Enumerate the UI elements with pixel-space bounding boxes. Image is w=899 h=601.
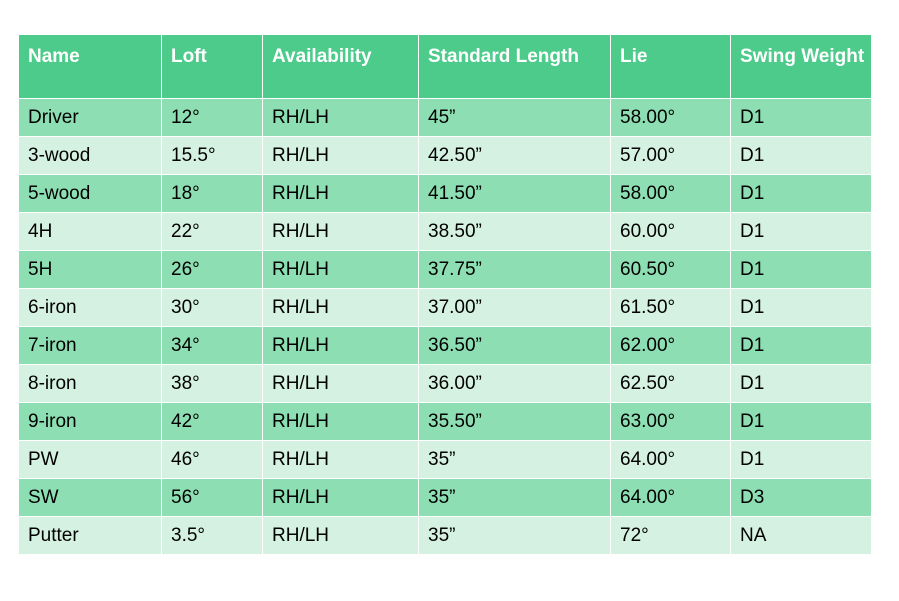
standard-length-cell: 45”	[419, 99, 611, 137]
availability-cell: RH/LH	[263, 365, 419, 403]
swing-weight-cell: D1	[731, 175, 872, 213]
standard-length-cell: 36.00”	[419, 365, 611, 403]
availability-cell: RH/LH	[263, 251, 419, 289]
swing-weight-cell: D1	[731, 213, 872, 251]
table-row	[19, 175, 872, 213]
table-row	[19, 365, 872, 403]
table-row	[19, 289, 872, 327]
lie-cell: 72°	[611, 517, 731, 555]
availability-cell: RH/LH	[263, 213, 419, 251]
availability-cell: RH/LH	[263, 441, 419, 479]
standard-length-cell: 37.75”	[419, 251, 611, 289]
loft-cell: 22°	[162, 213, 263, 251]
name-cell: 4H	[19, 213, 162, 251]
loft-cell: 46°	[162, 441, 263, 479]
swing-weight-cell: D1	[731, 251, 872, 289]
table-header	[19, 35, 872, 99]
lie-cell: 58.00°	[611, 175, 731, 213]
standard-length-cell: 36.50”	[419, 327, 611, 365]
availability-cell: RH/LH	[263, 175, 419, 213]
lie-cell: 60.00°	[611, 213, 731, 251]
standard-length-cell: 42.50”	[419, 137, 611, 175]
table-row	[19, 403, 872, 441]
table-row	[19, 327, 872, 365]
swing-weight-cell: D1	[731, 403, 872, 441]
table-row	[19, 137, 872, 175]
name-cell: 6-iron	[19, 289, 162, 327]
swing-weight-cell: D1	[731, 289, 872, 327]
column-header-availability: Availability	[263, 35, 419, 99]
name-cell: 3-wood	[19, 137, 162, 175]
swing-weight-cell: D1	[731, 99, 872, 137]
name-cell: 9-iron	[19, 403, 162, 441]
lie-cell: 62.00°	[611, 327, 731, 365]
lie-cell: 61.50°	[611, 289, 731, 327]
column-header-standard-length: Standard Length	[419, 35, 611, 99]
availability-cell: RH/LH	[263, 517, 419, 555]
lie-cell: 60.50°	[611, 251, 731, 289]
loft-cell: 26°	[162, 251, 263, 289]
loft-cell: 12°	[162, 99, 263, 137]
availability-cell: RH/LH	[263, 479, 419, 517]
table-row	[19, 517, 872, 555]
loft-cell: 30°	[162, 289, 263, 327]
name-cell: Driver	[19, 99, 162, 137]
availability-cell: RH/LH	[263, 137, 419, 175]
name-cell: PW	[19, 441, 162, 479]
availability-cell: RH/LH	[263, 403, 419, 441]
table-row	[19, 441, 872, 479]
swing-weight-cell: D3	[731, 479, 872, 517]
loft-cell: 18°	[162, 175, 263, 213]
standard-length-cell: 41.50”	[419, 175, 611, 213]
loft-cell: 56°	[162, 479, 263, 517]
swing-weight-cell: D1	[731, 327, 872, 365]
loft-cell: 42°	[162, 403, 263, 441]
table-body	[19, 99, 872, 555]
name-cell: 7-iron	[19, 327, 162, 365]
column-header-swing-weight: Swing Weight	[731, 35, 872, 99]
swing-weight-cell: D1	[731, 441, 872, 479]
club-specs-table	[18, 34, 872, 555]
name-cell: 5-wood	[19, 175, 162, 213]
loft-cell: 34°	[162, 327, 263, 365]
standard-length-cell: 37.00”	[419, 289, 611, 327]
header-row	[19, 35, 872, 99]
availability-cell: RH/LH	[263, 327, 419, 365]
loft-cell: 38°	[162, 365, 263, 403]
table-row	[19, 251, 872, 289]
lie-cell: 64.00°	[611, 441, 731, 479]
name-cell: Putter	[19, 517, 162, 555]
column-header-name: Name	[19, 35, 162, 99]
standard-length-cell: 35”	[419, 441, 611, 479]
lie-cell: 62.50°	[611, 365, 731, 403]
swing-weight-cell: D1	[731, 365, 872, 403]
standard-length-cell: 35”	[419, 479, 611, 517]
standard-length-cell: 35”	[419, 517, 611, 555]
lie-cell: 64.00°	[611, 479, 731, 517]
name-cell: 8-iron	[19, 365, 162, 403]
availability-cell: RH/LH	[263, 99, 419, 137]
column-header-loft: Loft	[162, 35, 263, 99]
column-header-lie: Lie	[611, 35, 731, 99]
table-row	[19, 213, 872, 251]
loft-cell: 15.5°	[162, 137, 263, 175]
name-cell: SW	[19, 479, 162, 517]
standard-length-cell: 35.50”	[419, 403, 611, 441]
lie-cell: 57.00°	[611, 137, 731, 175]
swing-weight-cell: NA	[731, 517, 872, 555]
swing-weight-cell: D1	[731, 137, 872, 175]
loft-cell: 3.5°	[162, 517, 263, 555]
standard-length-cell: 38.50”	[419, 213, 611, 251]
lie-cell: 58.00°	[611, 99, 731, 137]
name-cell: 5H	[19, 251, 162, 289]
table-row	[19, 479, 872, 517]
table-row	[19, 99, 872, 137]
availability-cell: RH/LH	[263, 289, 419, 327]
lie-cell: 63.00°	[611, 403, 731, 441]
